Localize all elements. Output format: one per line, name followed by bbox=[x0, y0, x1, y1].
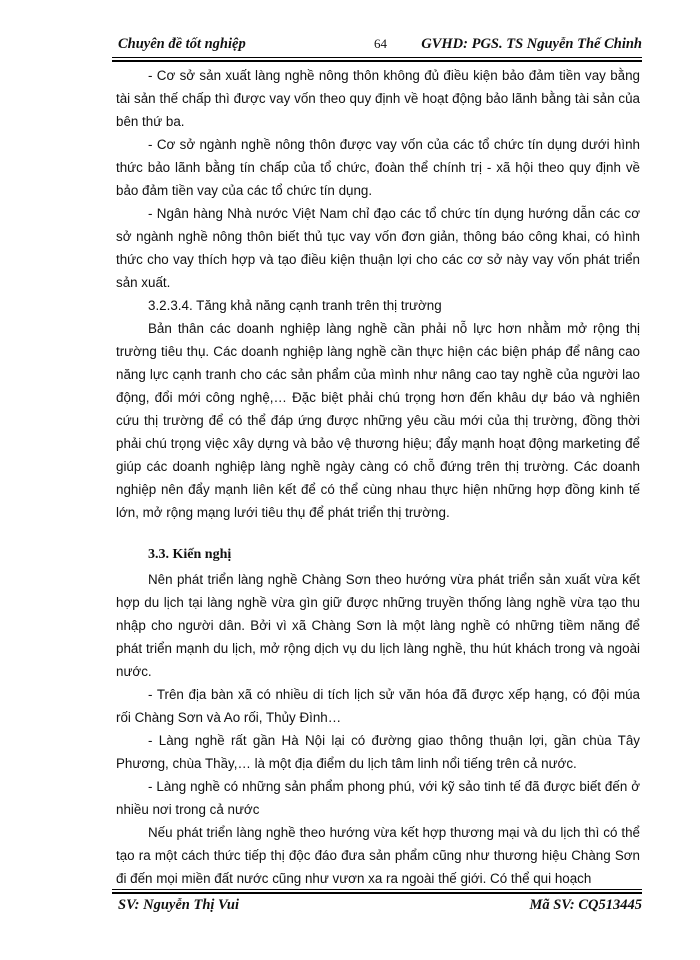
footer-student-id: Mã SV: CQ513445 bbox=[529, 897, 642, 913]
header-divider bbox=[112, 57, 642, 62]
page-footer bbox=[112, 893, 642, 915]
page-number: 64 bbox=[374, 36, 387, 51]
section-heading: 3.3. Kiến nghị bbox=[148, 547, 232, 562]
paragraph: Bản thân các doanh nghiệp làng nghề cần phải nỗ lực hơn nhằm mở rộng thị trường tiêu thụ. Các doanh nghiệp làng nghề cần thực hiện các biện pháp để nâng cao năng lực cạnh tranh cho các sản phẩm của mình như nâng cao tay nghề của người lao động, đổi mới công nghệ,… Đặc biệt phải chú trọng hơn đến khâu dự báo và nghiên cứu thị trường để có thể đáp ứng được những yêu cầu mới của thị trường, đồng thời phải chú trọng việc xây dựng và bảo vệ thương hiệu; đẩy mạnh hoạt động marketing để giúp các doanh nghiệp làng nghề ngày càng có chỗ đứng trên thị trường. Các doanh nghiệp nên đẩy mạnh liên kết để có thể cùng nhau thực hiện những hợp đồng kinh tế lớn, mở rộng mạng lưới tiêu thụ để phát triển thị trường. bbox=[116, 321, 640, 520]
page-body bbox=[116, 64, 640, 890]
subsection-title: 3.2.3.4. Tăng khả năng cạnh tranh trên thị trường bbox=[148, 298, 442, 313]
bullet-item: - Làng nghề có những sản phẩm phong phú, với kỹ sảo tinh tế đã được biết đến ở nhiều nơi trong cả nước bbox=[116, 779, 640, 817]
paragraph: - Ngân hàng Nhà nước Việt Nam chỉ đạo các tổ chức tín dụng hướng dẫn các cơ sở ngành nghề nông thôn biết thủ tục vay vốn đơn giản, thông báo công khai, có hình thức cho vay thích hợp và tạo điều kiện thuận lợi cho các cơ sở này vay vốn phát triển sản xuất. bbox=[116, 206, 640, 290]
page-header bbox=[112, 32, 642, 54]
paragraph: Nếu phát triển làng nghề theo hướng vừa kết hợp thương mại và du lịch thì có thể tạo ra một cách thức tiếp thị độc đáo đưa sản phẩm cũng như thương hiệu Chàng Sơn đi đến mọi miền đất nước cũng như vươn xa ra ngoài thế giới. Có thể qui hoạch bbox=[116, 825, 640, 886]
header-advisor: GVHD: PGS. TS Nguyễn Thế Chinh bbox=[421, 36, 642, 52]
paragraph: - Cơ sở ngành nghề nông thôn được vay vốn của các tổ chức tín dụng dưới hình thức bảo lãnh bằng tín chấp của tổ chức, đoàn thể chính trị - xã hội theo quy định về bảo đảm tiền vay của các tổ chức tín dụng. bbox=[116, 137, 640, 198]
paragraph: Nên phát triển làng nghề Chàng Sơn theo hướng vừa phát triển sản xuất vừa kết hợp du lịch tại làng nghề vừa gìn giữ được những truyền thống làng nghề vừa tạo thu nhập cho người dân. Bởi vì xã Chàng Sơn là một làng nghề có những tiềm năng để phát triển mạnh du lịch, mở rộng dịch vụ du lịch làng nghề, thu hút khách trong và ngoài nước. bbox=[116, 572, 640, 679]
footer-student-name: SV: Nguyễn Thị Vui bbox=[118, 897, 239, 913]
header-thesis-title: Chuyên đề tốt nghiệp bbox=[118, 36, 246, 52]
bullet-item: - Làng nghề rất gần Hà Nội lại có đường giao thông thuận lợi, gần chùa Tây Phương, chùa Thầy,… là một địa điểm du lịch tâm linh nổi tiếng trên cả nước. bbox=[116, 733, 640, 771]
paragraph: - Cơ sở sản xuất làng nghề nông thôn không đủ điều kiện bảo đảm tiền vay bằng tài sản thế chấp thì được vay vốn theo quy định về hoạt động bảo lãnh bằng tài sản của bên thứ ba. bbox=[116, 68, 640, 129]
bullet-item: - Trên địa bàn xã có nhiều di tích lịch sử văn hóa đã được xếp hạng, có đội múa rối Chàng Sơn và Ao rối, Thủy Đình… bbox=[116, 687, 640, 725]
